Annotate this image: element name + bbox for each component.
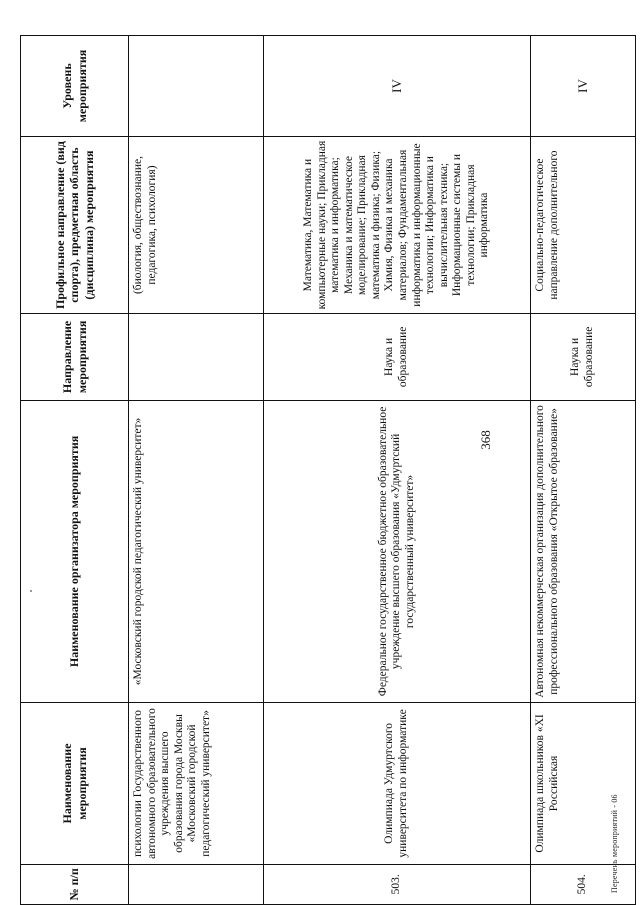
- header-name: Наименование мероприятия: [21, 703, 129, 864]
- table-row: [129, 36, 264, 905]
- cell-level: IV: [531, 36, 636, 137]
- cell-num: 504.: [531, 864, 636, 904]
- header-profile: Профильное направление (вид спорта), предметная область (дисциплина) мероприятия: [21, 136, 129, 313]
- header-org: Наименование организатора мероприятия: [21, 400, 129, 703]
- cell-org: Автономная некоммерческая организация дополнительного профессионального образования «Открытое образование»: [531, 400, 636, 703]
- cell-org: «Московский городской педагогический университет»: [129, 400, 264, 703]
- header-num: № п/п: [21, 864, 129, 904]
- cell-level: [129, 36, 264, 137]
- cell-name: Олимпиада Удмуртского университета по информатике: [264, 703, 531, 864]
- cell-profile: (биология, обществознание, педагогика, психология): [129, 136, 264, 313]
- cell-profile: Социально-педагогическое направление дополнительного: [531, 136, 636, 313]
- header-direction: Направление мероприятия: [21, 314, 129, 400]
- events-table: [20, 35, 636, 905]
- table-row: [531, 36, 636, 905]
- cell-org: Федеральное государственное бюджетное образовательное учреждение высшего образования «Удмуртский государственный университет»: [264, 400, 531, 703]
- cell-level: IV: [264, 36, 531, 137]
- cell-direction: Наука и образование: [264, 314, 531, 400]
- cell-num: 503.: [264, 864, 531, 904]
- cell-num: [129, 864, 264, 904]
- table-row: [264, 36, 531, 905]
- page-number: 368: [478, 430, 493, 450]
- cell-direction: [129, 314, 264, 400]
- page-footer: Перечень мероприятий - 06: [610, 794, 619, 893]
- cell-profile: Математика, Математика и компьютерные науки; Прикладная математика и информатика; Механика и математическое моделирование; Прикладная математика и физика; Физика; Химия, Физика и механика материалов; Фундаментальная информатика и информационные технологии; Информатика и вычислительная техника; Информационные системы и технологии; Прикладная информатика: [264, 136, 531, 313]
- cell-direction: Наука и образование: [531, 314, 636, 400]
- cell-name: Олимпиада школьников «XI Российская: [531, 703, 636, 864]
- table-header-row: [21, 36, 129, 905]
- cell-name: психологии Государственного автономного образовательного учреждения высшего образования города Москвы «Московский городской педагогический университет»: [129, 703, 264, 864]
- header-level: Уровень мероприятия: [21, 36, 129, 137]
